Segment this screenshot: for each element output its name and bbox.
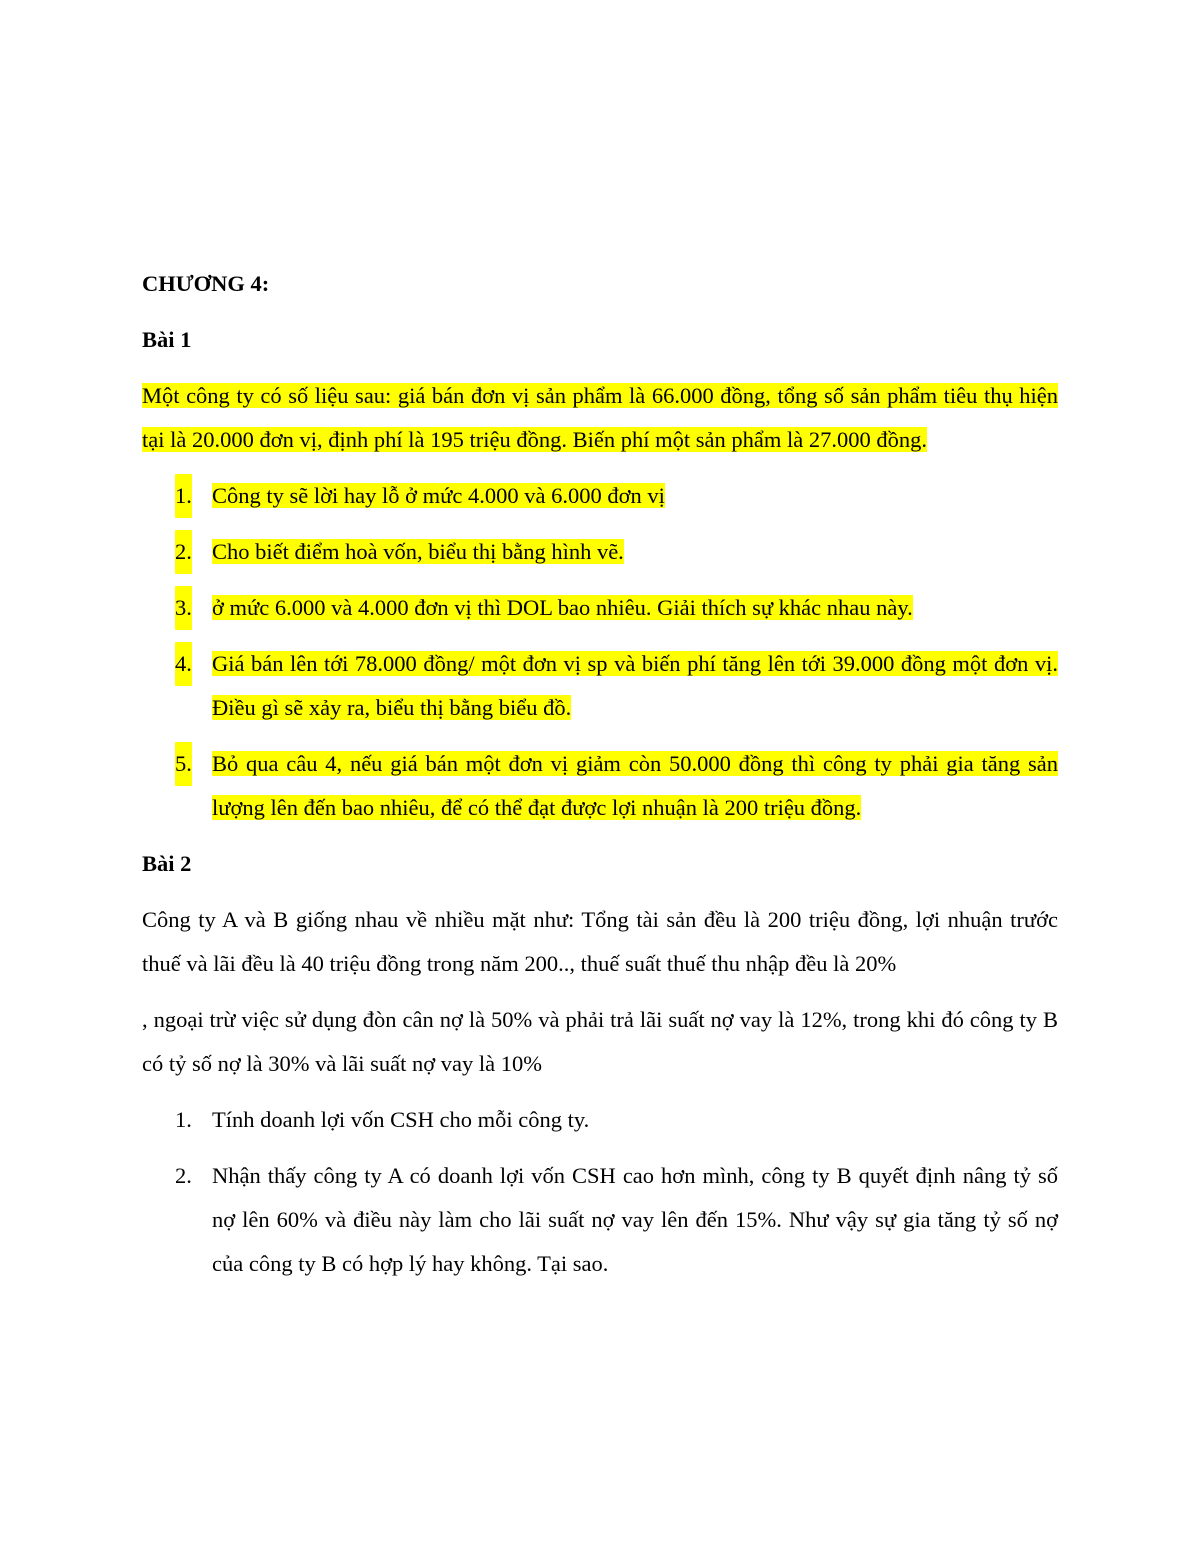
document-content [142, 262, 1058, 1298]
bai1-question-list [142, 474, 1058, 830]
question-number: 1. [175, 1107, 192, 1132]
question-number: 4. [175, 642, 192, 686]
question-number: 1. [175, 474, 192, 518]
question-number: 2. [175, 1163, 192, 1188]
bai2-heading: Bài 2 [142, 851, 192, 876]
question-number: 2. [175, 530, 192, 574]
bai2-question-list [142, 1098, 1058, 1286]
question-text: Bỏ qua câu 4, nếu giá bán một đơn vị giảm còn 50.000 đồng thì công ty phải gia tăng sản lượng lên đến bao nhiêu, để có thể đạt được lợi nhuận là 200 triệu đồng. [212, 751, 1058, 820]
bai1-question-3 [142, 586, 1058, 630]
bai2-question-1 [142, 1098, 1058, 1142]
question-number: 5. [175, 742, 192, 786]
bai1-intro [142, 374, 1058, 462]
bai2-intro-continued: , ngoại trừ việc sử dụng đòn cân nợ là 50% và phải trả lãi suất nợ vay là 12%, trong khi đó công ty B có tỷ số nợ là 30% và lãi suất nợ vay là 10% [142, 1007, 1058, 1076]
bai1-heading: Bài 1 [142, 327, 192, 352]
bai1-intro-text: Một công ty có số liệu sau: giá bán đơn vị sản phẩm là 66.000 đồng, tổng số sản phẩm tiêu thụ hiện tại là 20.000 đơn vị, định phí là 195 triệu đồng. Biến phí một sản phẩm là 27.000 đồng. [142, 383, 1058, 452]
question-text: Cho biết điểm hoà vốn, biểu thị bằng hình vẽ. [212, 539, 624, 564]
question-text: Công ty sẽ lời hay lỗ ở mức 4.000 và 6.000 đơn vị [212, 483, 665, 508]
question-text: ở mức 6.000 và 4.000 đơn vị thì DOL bao nhiêu. Giải thích sự khác nhau này. [212, 595, 913, 620]
bai1-question-2 [142, 530, 1058, 574]
bai1-question-5 [142, 742, 1058, 830]
bai2-question-2 [142, 1154, 1058, 1286]
bai2-intro: Công ty A và B giống nhau về nhiều mặt như: Tổng tài sản đều là 200 triệu đồng, lợi nhuận trước thuế và lãi đều là 40 triệu đồng trong năm 200.., thuế suất thuế thu nhập đều là 20% [142, 907, 1058, 976]
question-text: Tính doanh lợi vốn CSH cho mỗi công ty. [212, 1107, 590, 1132]
chapter-title: CHƯƠNG 4: [142, 271, 270, 296]
question-text: Nhận thấy công ty A có doanh lợi vốn CSH cao hơn mình, công ty B quyết định nâng tỷ số nợ lên 60% và điều này làm cho lãi suất nợ vay lên đến 15%. Như vậy sự gia tăng tỷ số nợ của công ty B có hợp lý hay không. Tại sao. [212, 1163, 1058, 1276]
question-number: 3. [175, 586, 192, 630]
bai1-question-4 [142, 642, 1058, 730]
question-text: Giá bán lên tới 78.000 đồng/ một đơn vị sp và biến phí tăng lên tới 39.000 đồng một đơn vị. Điều gì sẽ xảy ra, biểu thị bằng biểu đồ. [212, 651, 1058, 720]
bai1-question-1 [142, 474, 1058, 518]
